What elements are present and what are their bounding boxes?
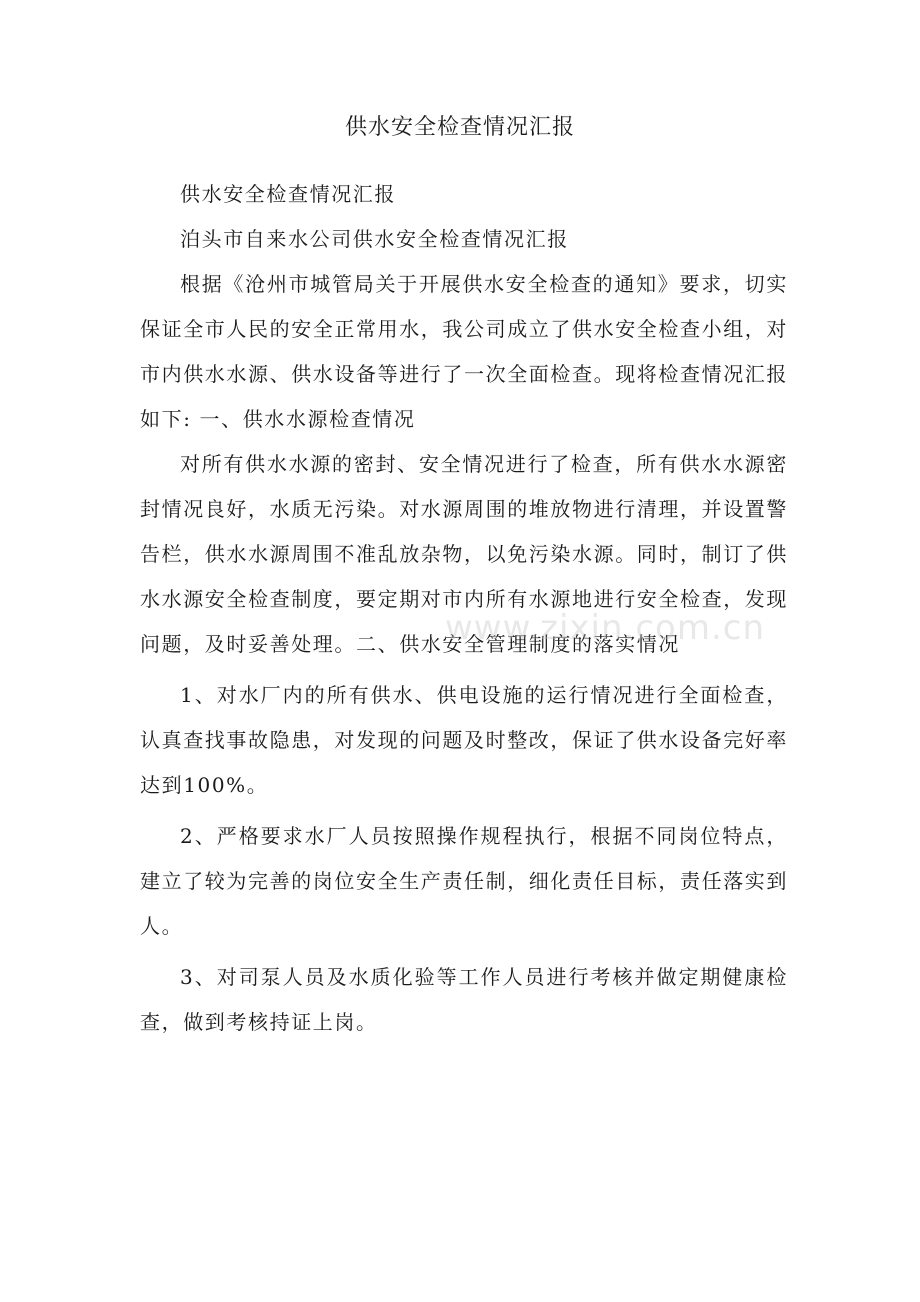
- document-body: [140, 172, 788, 1045]
- paragraph-subtitle: 泊头市自来水公司供水安全检查情况汇报: [180, 227, 569, 251]
- paragraph-item-3: 3、对司泵人员及水质化验等工作人员进行考核并做定期健康检查，做到考核持证上岗。: [140, 965, 788, 1034]
- document-title: 供水安全检查情况汇报: [344, 115, 575, 140]
- watermark-text: www.zixin.com.cn: [445, 608, 765, 648]
- paragraph-water-source: 对所有供水水源的密封、安全情况进行了检查，所有供水水源密封情况良好，水质无污染。对水源周围的堆放物进行清理，并设置警告栏，供水水源周围不准乱放杂物，以免污染水源。同时，制订了供水水源安全检查制度，要定期对市内所有水源地进行安全检查，发现问题，及时妥善处理。二、供水安全管理制度的落实情况: [140, 452, 788, 656]
- paragraph-item-2: 2、严格要求水厂人员按照操作规程执行，根据不同岗位特点，建立了较为完善的岗位安全生产责任制，细化责任目标，责任落实到人。: [140, 824, 788, 938]
- paragraph-item-1: 1、对水厂内的所有供水、供电设施的运行情况进行全面检查，认真查找事故隐患，对发现的问题及时整改，保证了供水设备完好率达到100%。: [140, 683, 788, 797]
- paragraph-heading-repeat: 供水安全检查情况汇报: [180, 182, 396, 206]
- paragraph-intro: 根据《沧州市城管局关于开展供水安全检查的通知》要求，切实保证全市人民的安全正常用水，我公司成立了供水安全检查小组，对市内供水水源、供水设备等进行了一次全面检查。现将检查情况汇报如下: 一、供水水源检查情况: [140, 272, 788, 431]
